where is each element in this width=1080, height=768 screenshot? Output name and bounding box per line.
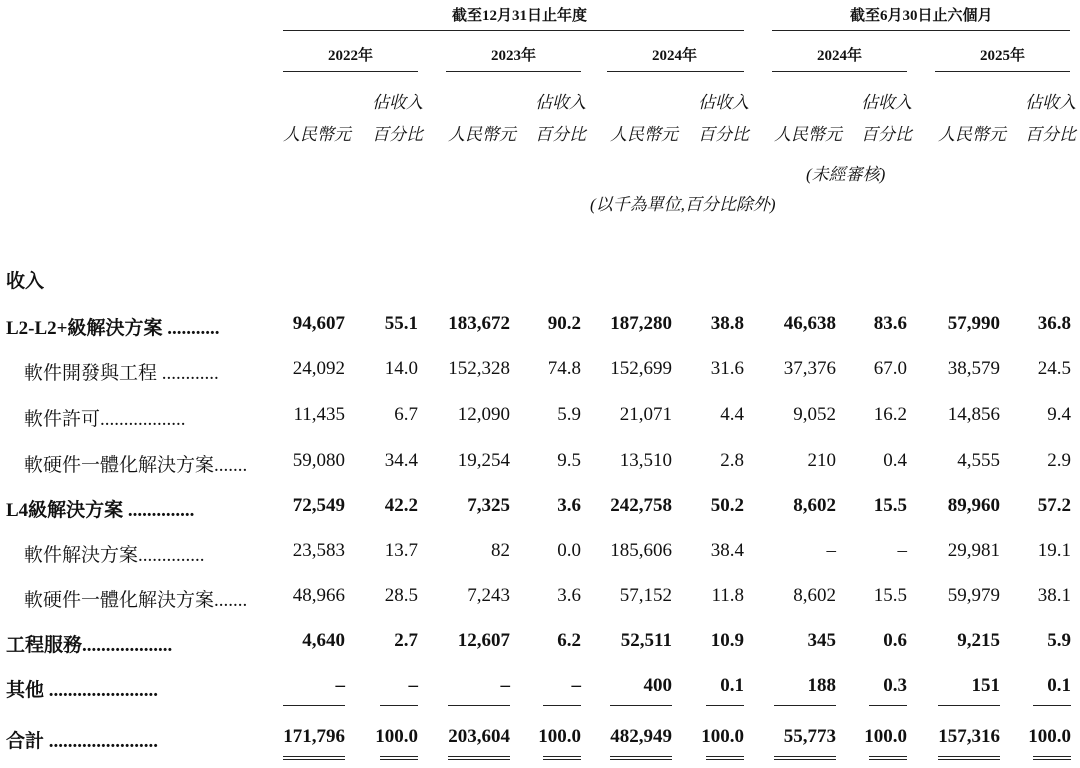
unaudited-note: (未經審核) xyxy=(806,165,886,184)
total-double-rule xyxy=(706,756,744,760)
row-cell: 83.6 xyxy=(873,313,907,334)
row-cell: 34.4 xyxy=(384,450,418,471)
col-header-pct-top: 佔收入 xyxy=(372,93,423,112)
row-cell: – xyxy=(408,675,418,696)
col-header-pct-top: 佔收入 xyxy=(1025,93,1076,112)
row-cell: 6.7 xyxy=(394,404,418,425)
row-cell: 100.0 xyxy=(864,726,907,747)
row-cell: 94,607 xyxy=(292,313,345,334)
row-cell: 50.2 xyxy=(710,495,744,516)
row-cell: 151 xyxy=(971,675,1000,696)
row-cell: 38.8 xyxy=(710,313,744,334)
row-cell: 24,092 xyxy=(292,358,345,379)
total-double-rule xyxy=(380,756,418,760)
row-cell: 15.5 xyxy=(873,585,907,606)
col-header-pct: 百分比 xyxy=(535,125,586,144)
row-cell: 5.9 xyxy=(557,404,581,425)
row-cell: 242,758 xyxy=(610,495,672,516)
row-cell: 23,583 xyxy=(292,540,345,561)
subtotal-rule xyxy=(938,705,1000,706)
row-cell: 19.1 xyxy=(1037,540,1071,561)
row-cell: 157,316 xyxy=(938,726,1000,747)
row-cell: 11,435 xyxy=(293,404,345,425)
year-2024: 2024年 xyxy=(652,48,698,64)
row-label: 合計 ....................... xyxy=(6,731,159,752)
row-cell: 2.8 xyxy=(720,450,744,471)
row-cell: 38.4 xyxy=(710,540,744,561)
row-cell: 203,604 xyxy=(448,726,510,747)
row-cell: 0.1 xyxy=(1047,675,1071,696)
row-cell: 46,638 xyxy=(783,313,836,334)
year-2022: 2022年 xyxy=(328,48,374,64)
subtotal-rule xyxy=(380,705,418,706)
row-cell: 100.0 xyxy=(538,726,581,747)
row-cell: 2.7 xyxy=(394,630,418,651)
row-cell: 31.6 xyxy=(710,358,744,379)
row-cell: 14,856 xyxy=(947,404,1000,425)
total-double-rule xyxy=(869,756,907,760)
row-cell: 37,376 xyxy=(783,358,836,379)
row-cell: 52,511 xyxy=(620,630,672,651)
col-header-pct: 百分比 xyxy=(372,125,423,144)
total-double-rule xyxy=(283,756,345,760)
subtotal-rule xyxy=(610,705,672,706)
subtotal-rule xyxy=(706,705,744,706)
row-cell: 67.0 xyxy=(873,358,907,379)
row-cell: 12,607 xyxy=(457,630,510,651)
row-cell: 0.4 xyxy=(883,450,907,471)
row-cell: 12,090 xyxy=(457,404,510,425)
row-cell: 38.1 xyxy=(1037,585,1071,606)
subtotal-rule xyxy=(1033,705,1071,706)
group-annual-rule xyxy=(283,30,744,31)
row-cell: 0.1 xyxy=(720,675,744,696)
row-cell: 19,254 xyxy=(457,450,510,471)
row-cell: 4,640 xyxy=(302,630,345,651)
subtotal-rule xyxy=(869,705,907,706)
row-cell: 7,325 xyxy=(467,495,510,516)
row-cell: 59,979 xyxy=(947,585,1000,606)
row-cell: 4,555 xyxy=(957,450,1000,471)
col-header-pct: 百分比 xyxy=(698,125,749,144)
row-cell: 8,602 xyxy=(793,585,836,606)
col-header-pct-top: 佔收入 xyxy=(535,93,586,112)
row-cell: 16.2 xyxy=(873,404,907,425)
row-cell: 3.6 xyxy=(557,585,581,606)
year-2022-rule xyxy=(283,71,418,72)
unit-note: (以千為單位,百分比除外) xyxy=(590,195,776,214)
row-cell: 345 xyxy=(807,630,836,651)
row-label: L2-L2+級解決方案 ........... xyxy=(6,318,220,339)
row-cell: 9,215 xyxy=(957,630,1000,651)
col-header-rmb: 人民幣元 xyxy=(774,125,842,144)
total-double-rule xyxy=(543,756,581,760)
row-cell: 10.9 xyxy=(710,630,744,651)
year-2023: 2023年 xyxy=(491,48,537,64)
row-cell: 482,949 xyxy=(610,726,672,747)
row-label: 其他 ....................... xyxy=(6,680,159,701)
header-group-annual: 截至12月31日止年度 xyxy=(452,8,588,24)
col-header-rmb: 人民幣元 xyxy=(610,125,678,144)
total-double-rule xyxy=(610,756,672,760)
row-cell: 400 xyxy=(643,675,672,696)
row-cell: 9.4 xyxy=(1047,404,1071,425)
row-cell: 183,672 xyxy=(448,313,510,334)
row-label: L4級解決方案 .............. xyxy=(6,500,195,521)
row-cell: 9.5 xyxy=(557,450,581,471)
row-cell: 38,579 xyxy=(947,358,1000,379)
total-double-rule xyxy=(448,756,510,760)
row-cell: 185,606 xyxy=(610,540,672,561)
subtotal-rule xyxy=(543,705,581,706)
total-double-rule xyxy=(1033,756,1071,760)
year-2024-rule xyxy=(607,71,744,72)
row-cell: 21,071 xyxy=(619,404,672,425)
row-label: 軟硬件一體化解決方案....... xyxy=(24,590,248,611)
row-cell: 57.2 xyxy=(1037,495,1071,516)
year-2024-interim: 2024年 xyxy=(817,48,863,64)
subtotal-rule xyxy=(774,705,836,706)
col-header-rmb: 人民幣元 xyxy=(448,125,516,144)
row-cell: 29,981 xyxy=(947,540,1000,561)
row-cell: – xyxy=(897,540,907,561)
year-2025-rule xyxy=(935,71,1070,72)
col-header-rmb: 人民幣元 xyxy=(283,125,351,144)
col-header-pct-top: 佔收入 xyxy=(861,93,912,112)
row-cell: 6.2 xyxy=(557,630,581,651)
row-cell: 11.8 xyxy=(711,585,744,606)
row-cell: 152,328 xyxy=(448,358,510,379)
row-label: 軟硬件一體化解決方案....... xyxy=(24,455,248,476)
col-header-pct-top: 佔收入 xyxy=(698,93,749,112)
row-cell: 42.2 xyxy=(384,495,418,516)
row-cell: 3.6 xyxy=(557,495,581,516)
row-cell: 72,549 xyxy=(292,495,345,516)
row-cell: – xyxy=(500,675,510,696)
row-cell: 82 xyxy=(491,540,510,561)
year-2024-interim-rule xyxy=(772,71,907,72)
row-cell: 13,510 xyxy=(619,450,672,471)
row-cell: 4.4 xyxy=(720,404,744,425)
col-header-pct: 百分比 xyxy=(1025,125,1076,144)
section-title: 收入 xyxy=(6,271,45,292)
row-cell: 187,280 xyxy=(610,313,672,334)
row-cell: – xyxy=(826,540,836,561)
row-cell: 36.8 xyxy=(1037,313,1071,334)
row-cell: 188 xyxy=(807,675,836,696)
row-cell: 9,052 xyxy=(793,404,836,425)
row-label: 軟件解決方案.............. xyxy=(24,545,205,566)
total-double-rule xyxy=(774,756,836,760)
row-cell: 2.9 xyxy=(1047,450,1071,471)
subtotal-rule xyxy=(448,705,510,706)
row-cell: 171,796 xyxy=(283,726,345,747)
row-cell: 57,152 xyxy=(619,585,672,606)
row-label: 軟件許可.................. xyxy=(24,409,186,430)
row-cell: 14.0 xyxy=(384,358,418,379)
row-cell: 90.2 xyxy=(547,313,581,334)
row-cell: 24.5 xyxy=(1037,358,1071,379)
total-double-rule xyxy=(938,756,1000,760)
row-cell: 0.0 xyxy=(557,540,581,561)
row-cell: 55.1 xyxy=(384,313,418,334)
row-cell: 100.0 xyxy=(701,726,744,747)
row-cell: 0.6 xyxy=(883,630,907,651)
row-cell: 28.5 xyxy=(384,585,418,606)
col-header-rmb: 人民幣元 xyxy=(938,125,1006,144)
row-cell: 15.5 xyxy=(873,495,907,516)
subtotal-rule xyxy=(283,705,345,706)
group-interim-rule xyxy=(772,30,1070,31)
year-2023-rule xyxy=(446,71,581,72)
row-cell: 100.0 xyxy=(375,726,418,747)
row-cell: 48,966 xyxy=(292,585,345,606)
row-cell: 7,243 xyxy=(467,585,510,606)
row-cell: 152,699 xyxy=(610,358,672,379)
row-cell: 0.3 xyxy=(883,675,907,696)
row-cell: 8,602 xyxy=(793,495,836,516)
row-label: 工程服務................... xyxy=(6,635,173,656)
row-cell: 89,960 xyxy=(947,495,1000,516)
row-cell: 100.0 xyxy=(1028,726,1071,747)
row-cell: 59,080 xyxy=(292,450,345,471)
header-group-interim: 截至6月30日止六個月 xyxy=(850,8,993,24)
row-cell: 5.9 xyxy=(1047,630,1071,651)
row-cell: 13.7 xyxy=(384,540,418,561)
row-cell: 74.8 xyxy=(547,358,581,379)
row-cell: 210 xyxy=(807,450,836,471)
row-cell: – xyxy=(335,675,345,696)
year-2025: 2025年 xyxy=(980,48,1026,64)
col-header-pct: 百分比 xyxy=(861,125,912,144)
row-cell: 57,990 xyxy=(947,313,1000,334)
row-cell: 55,773 xyxy=(783,726,836,747)
row-label: 軟件開發與工程 ............ xyxy=(24,363,219,384)
row-cell: – xyxy=(571,675,581,696)
